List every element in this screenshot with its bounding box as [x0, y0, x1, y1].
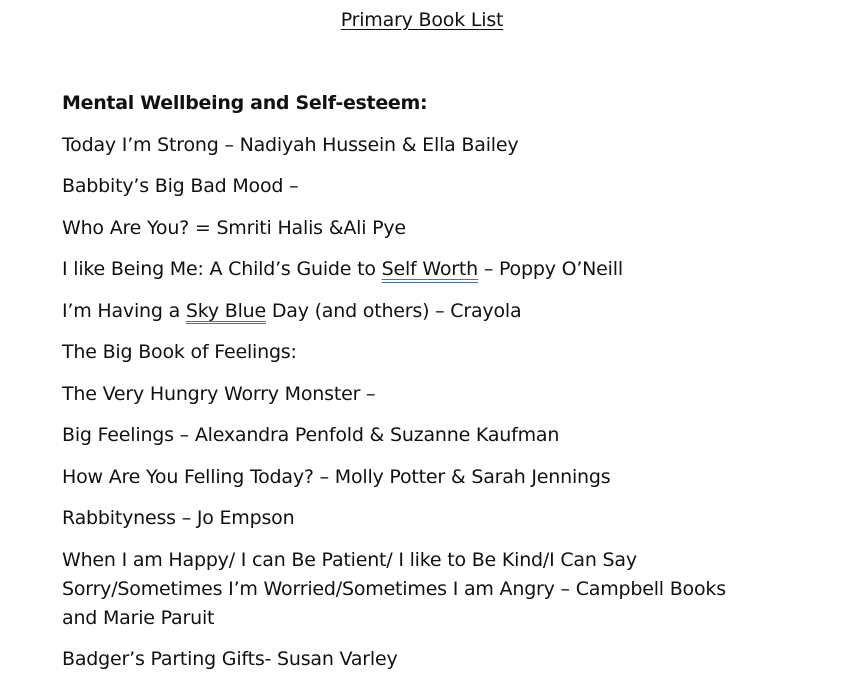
proofing-flagged-text[interactable]: Sky Blue [185, 299, 266, 322]
book-item: When I am Happy/ I can Be Patient/ I like to Be Kind/I Can Say Sorry/Sometimes I’m Worried/Sometimes I am Angry – Campbell Books and Marie Paruit [62, 548, 726, 629]
book-item: How Are You Felling Today? – Molly Potter & Sarah Jennings [62, 465, 611, 488]
book-text: I’m Having a [62, 299, 186, 322]
proofing-flagged-text[interactable]: Self Worth [381, 258, 478, 280]
book-item: Badger’s Parting Gifts- Susan Varley [62, 648, 398, 670]
section-heading: Mental Wellbeing and Self-esteem: [62, 92, 428, 114]
book-item: Today I’m Strong – Nadiyah Hussein & Ella Bailey [62, 133, 519, 156]
book-item: The Very Hungry Worry Monster – [62, 382, 376, 405]
document-body [62, 89, 762, 687]
document-title: Primary Book List [340, 9, 504, 31]
book-item: The Big Book of Feelings: [62, 341, 297, 363]
book-text: – Poppy O’Neill [477, 258, 623, 280]
book-text: Day (and others) – Crayola [266, 299, 522, 322]
book-text: I like Being Me: A Child’s Guide to [62, 258, 382, 280]
book-item [62, 255, 762, 284]
book-item [62, 297, 762, 326]
book-item: Babbity’s Big Bad Mood – [62, 175, 299, 197]
book-item: Big Feelings – Alexandra Penfold & Suzanne Kaufman [62, 424, 560, 446]
book-item: Who Are You? = Smriti Halis &Ali Pye [62, 216, 406, 239]
book-item: Rabbityness – Jo Empson [62, 507, 295, 529]
